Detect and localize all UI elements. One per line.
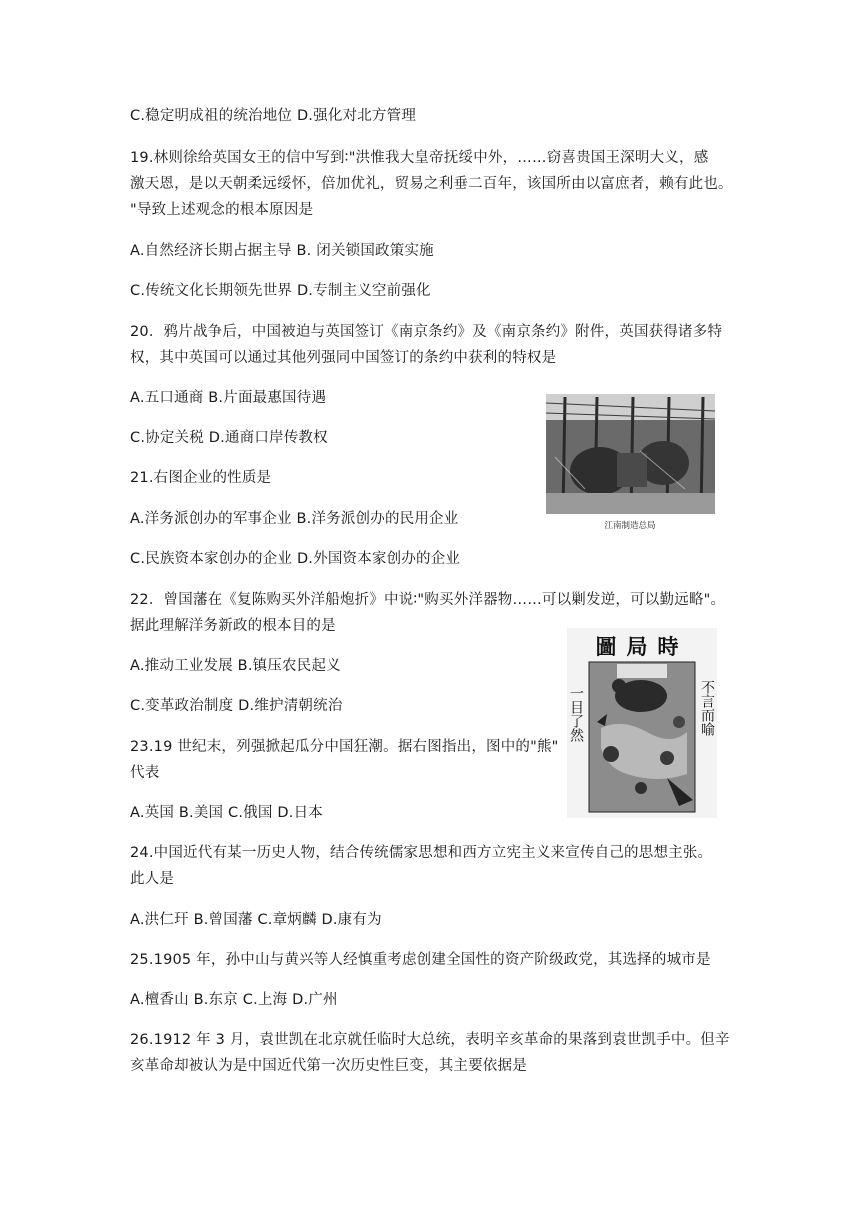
text-line: 代表 [130, 765, 160, 781]
factory-photo [545, 393, 716, 531]
option-line: A.洪仁玕 B.曾国藩 C.章炳麟 D.康有为 [130, 912, 382, 928]
question-19: 19.林则徐给英国女王的信中写到∶"洪惟我大皇帝抚绥中外，……窃喜贵国王深明大义，感 [130, 150, 709, 166]
text-line: "导致上述观念的根本原因是 [130, 202, 314, 218]
option-line: C.协定关税 D.通商口岸传教权 [130, 430, 328, 446]
option-line: A.五口通商 B.片面最惠国待遇 [130, 390, 327, 406]
question-23: 23.19 世纪末，列强掀起瓜分中国狂潮。据右图指出，图中的"熊" [130, 739, 559, 755]
question-20: 20．鸦片战争后，中国被迫与英国签订《南京条约》及《南京条约》附件，英国获得诸多特 [130, 324, 723, 340]
option-line: A.推动工业发展 B.镇压农民起义 [130, 658, 341, 674]
option-line: A.自然经济长期占据主导 B. 闭关锁国政策实施 [130, 243, 434, 259]
cartoon-right-caption: 不言而喻 [699, 680, 715, 736]
question-21: 21.右图企业的性质是 [130, 470, 272, 486]
question-24: 24.中国近代有某一历史人物，结合传统儒家思想和西方立宪主义来宣传自己的思想主张。 [130, 845, 713, 861]
question-26: 26.1912 年 3 月，袁世凯在北京就任临时大总统，表明辛亥革命的果落到袁世凯手中。但辛 [130, 1032, 730, 1048]
question-25: 25.1905 年，孙中山与黄兴等人经慎重考虑创建全国性的资产阶级政党，其选择的城市是 [130, 952, 711, 968]
question-22: 22．曾国藩在《复陈购买外洋船炮折》中说∶"购买外洋器物……可以剿发逆，可以勤远略"。 [130, 592, 726, 608]
factory-caption: 江南制造总局 [604, 521, 656, 531]
option-line: A.檀香山 B.东京 C.上海 D.广州 [130, 992, 338, 1008]
option-line: C.变革政治制度 D.维护清朝统治 [130, 698, 343, 714]
cartoon-title: 圖局時 [595, 634, 689, 659]
text-line: 亥革命却被认为是中国近代第一次历史性巨变，其主要依据是 [130, 1058, 527, 1074]
option-line: C.民族资本家创办的企业 D.外国资本家创办的企业 [130, 551, 461, 567]
text-line: 此人是 [130, 871, 175, 887]
text-line: 激天恩，是以天朝柔远绥怀，倍加优礼，贸易之利垂二百年，该国所由以富庶者，赖有此也。 [130, 176, 733, 192]
text-line: 权，其中英国可以通过其他列强同中国签订的条约中获利的特权是 [130, 350, 557, 366]
text-line: 据此理解洋务新政的根本目的是 [130, 618, 336, 634]
option-line: A.洋务派创办的军事企业 B.洋务派创办的民用企业 [130, 511, 459, 527]
option-line: A.英国 B.美国 C.俄国 D.日本 [130, 805, 323, 821]
text-line: C.稳定明成祖的统治地位 D.强化对北方管理 [130, 108, 417, 124]
shiju-tu-cartoon [567, 628, 717, 818]
cartoon-left-caption: 一目了然 [568, 686, 584, 742]
option-line: C.传统文化长期领先世界 D.专制主义空前强化 [130, 283, 431, 299]
